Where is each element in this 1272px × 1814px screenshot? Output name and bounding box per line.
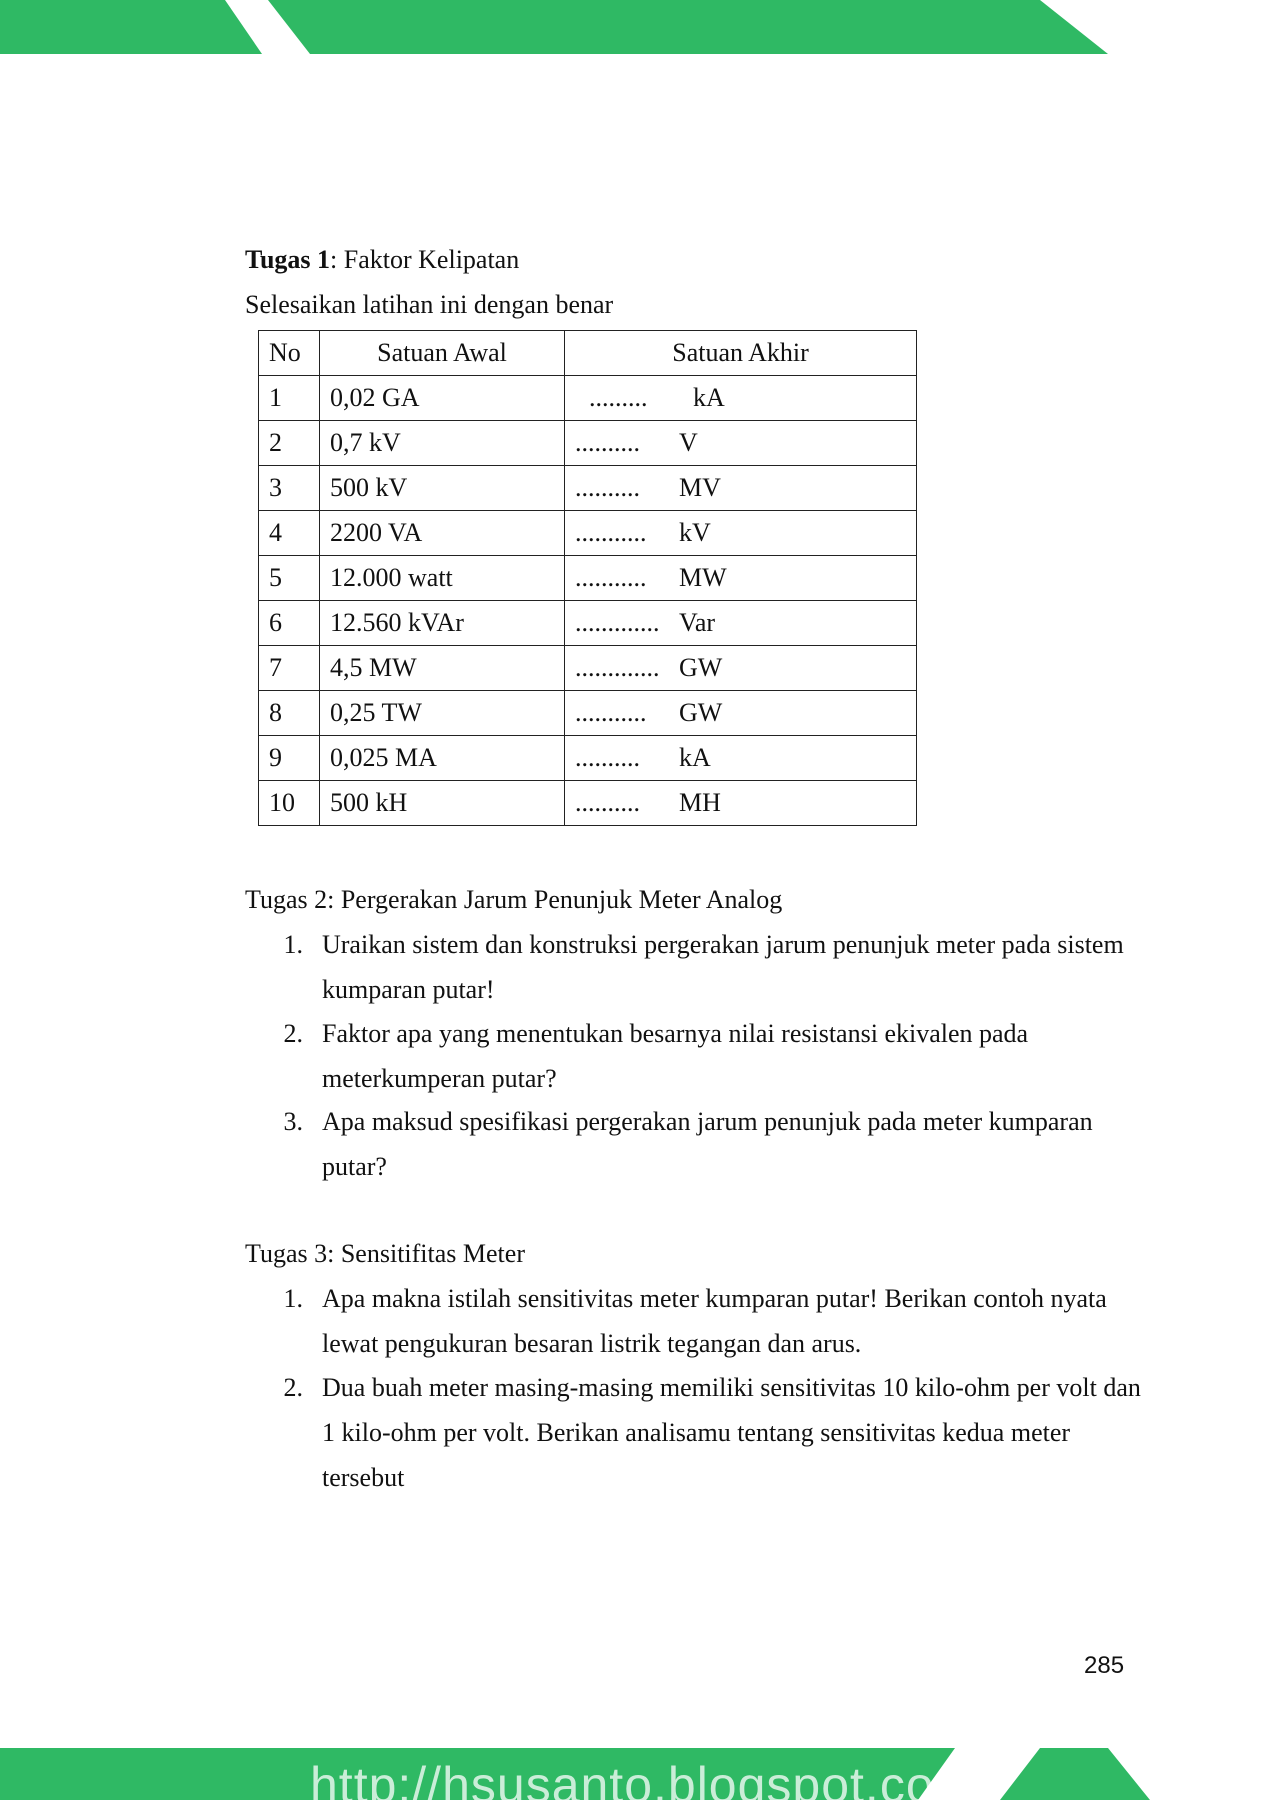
row-no: 6 (259, 601, 320, 646)
row-no: 4 (259, 511, 320, 556)
tugas2-item-3-number: 3. (283, 1107, 303, 1136)
target-unit: Var (679, 608, 716, 637)
row-satuan-akhir (565, 646, 917, 691)
row-no: 2 (259, 421, 320, 466)
table-row (259, 556, 917, 601)
answer-blank: ......... (589, 383, 648, 412)
table-row (259, 646, 917, 691)
table-row (259, 601, 917, 646)
row-satuan-awal: 0,7 kV (320, 421, 565, 466)
row-no: 10 (259, 781, 320, 826)
tugas1-title-rest: : Faktor Kelipatan (330, 245, 520, 274)
target-unit: V (679, 428, 698, 457)
target-unit: MV (679, 473, 721, 502)
target-unit: MW (679, 563, 727, 592)
conversion-table (258, 330, 917, 826)
tugas3-item-2-text: Dua buah meter masing-masing memiliki sensitivitas 10 kilo-ohm per volt dan 1 kilo-ohm per volt. Berikan analisamu tentang sensitivitas kedua meter tersebut (322, 1373, 1141, 1492)
tugas1-title-bold: Tugas 1 (245, 245, 331, 274)
header-satuan-awal: Satuan Awal (320, 331, 565, 376)
tugas2-title: Tugas 2: Pergerakan Jarum Penunjuk Meter Analog (245, 885, 783, 914)
answer-blank: ........... (575, 518, 647, 547)
table-row (259, 376, 917, 421)
tugas1-instruction: Selesaikan latihan ini dengan benar (245, 290, 614, 319)
row-satuan-akhir (565, 601, 917, 646)
watermark-url: http://hsusanto.blogspot.com (310, 1757, 978, 1813)
row-no: 3 (259, 466, 320, 511)
row-satuan-awal: 500 kH (320, 781, 565, 826)
table-row (259, 511, 917, 556)
tugas3-item-1-number: 1. (283, 1284, 303, 1313)
target-unit: kV (679, 518, 711, 547)
target-unit: GW (679, 698, 723, 727)
row-satuan-awal: 2200 VA (320, 511, 565, 556)
target-unit: kA (693, 383, 725, 412)
row-satuan-awal: 0,25 TW (320, 691, 565, 736)
row-satuan-akhir (565, 376, 917, 421)
tugas2-item-1-number: 1. (283, 930, 303, 959)
tugas2-item-2-number: 2. (283, 1019, 303, 1048)
table-row (259, 421, 917, 466)
row-satuan-akhir (565, 781, 917, 826)
tugas2-item-2-text: Faktor apa yang menentukan besarnya nilai resistansi ekivalen pada meterkumperan putar? (322, 1019, 1029, 1093)
target-unit: GW (679, 653, 723, 682)
tugas1-title (245, 244, 519, 276)
row-no: 5 (259, 556, 320, 601)
answer-blank: .......... (575, 788, 640, 817)
row-satuan-awal: 4,5 MW (320, 646, 565, 691)
table-header-row (259, 331, 917, 376)
answer-blank: .......... (575, 428, 640, 457)
table-row (259, 691, 917, 736)
tugas3-item-2-number: 2. (283, 1373, 303, 1402)
answer-blank: ........... (575, 563, 647, 592)
row-satuan-akhir (565, 511, 917, 556)
row-satuan-akhir (565, 556, 917, 601)
row-satuan-akhir (565, 466, 917, 511)
row-satuan-awal: 12.560 kVAr (320, 601, 565, 646)
row-satuan-awal: 12.000 watt (320, 556, 565, 601)
answer-blank: ............. (575, 653, 660, 682)
target-unit: MH (679, 788, 721, 817)
header-no: No (259, 331, 320, 376)
tugas3-title: Tugas 3: Sensitifitas Meter (245, 1239, 525, 1268)
row-satuan-akhir (565, 736, 917, 781)
row-satuan-akhir (565, 691, 917, 736)
table-row (259, 466, 917, 511)
row-no: 9 (259, 736, 320, 781)
answer-blank: .......... (575, 743, 640, 772)
row-satuan-awal: 500 kV (320, 466, 565, 511)
tugas2-item-3-text: Apa maksud spesifikasi pergerakan jarum penunjuk pada meter kumparan putar? (322, 1107, 1093, 1181)
row-no: 1 (259, 376, 320, 421)
page-number: 285 (1084, 1652, 1125, 1679)
target-unit: kA (679, 743, 711, 772)
answer-blank: .......... (575, 473, 640, 502)
row-satuan-awal: 0,02 GA (320, 376, 565, 421)
answer-blank: ........... (575, 698, 647, 727)
table-row (259, 736, 917, 781)
header-satuan-akhir: Satuan Akhir (565, 331, 917, 376)
row-no: 8 (259, 691, 320, 736)
tugas2-item-1-text: Uraikan sistem dan konstruksi pergerakan jarum penunjuk meter pada sistem kumparan putar! (322, 930, 1124, 1004)
tugas3-item-1-text: Apa makna istilah sensitivitas meter kumparan putar! Berikan contoh nyata lewat pengukuran besaran listrik tegangan dan arus. (322, 1284, 1107, 1358)
row-satuan-awal: 0,025 MA (320, 736, 565, 781)
row-no: 7 (259, 646, 320, 691)
row-satuan-akhir (565, 421, 917, 466)
table-row (259, 781, 917, 826)
answer-blank: ............. (575, 608, 660, 637)
